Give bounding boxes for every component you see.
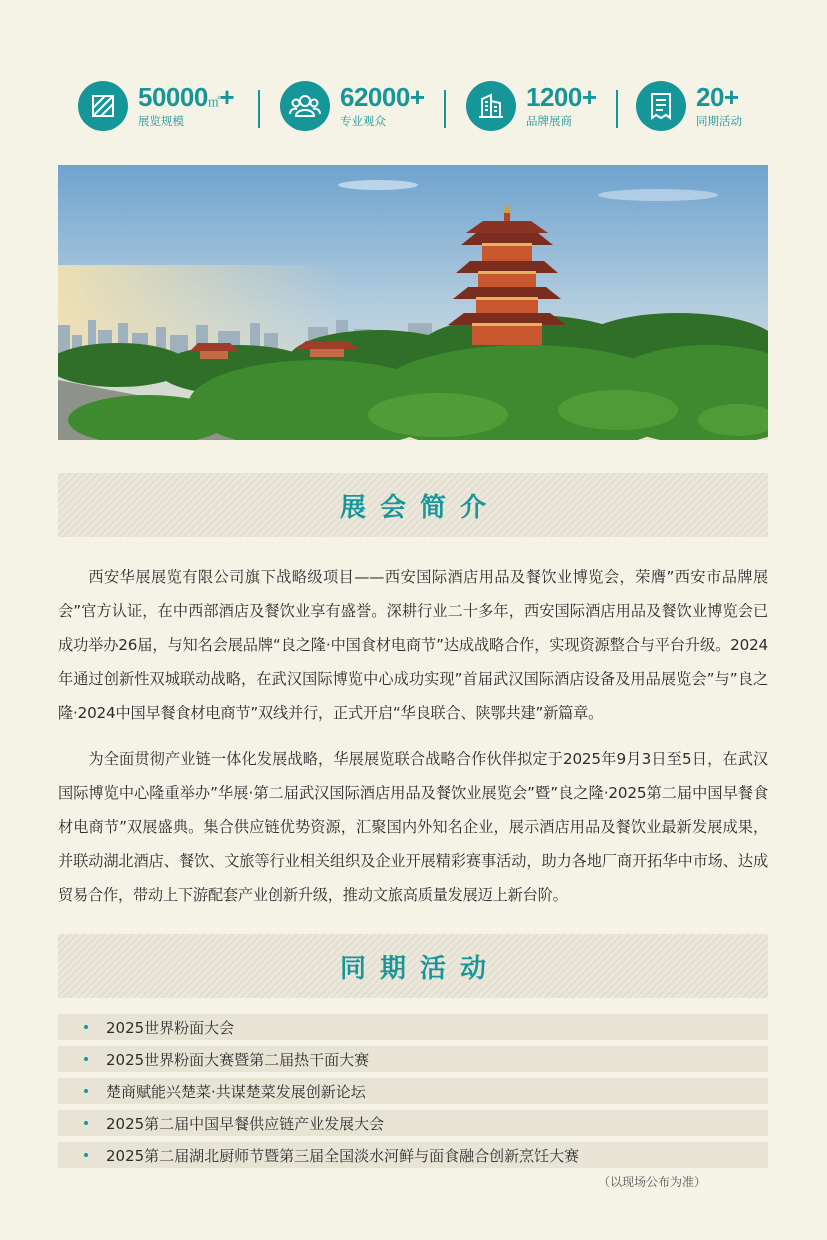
- section-title: 展会简介: [339, 492, 500, 523]
- divider: [444, 90, 446, 128]
- bullet-icon: [84, 1057, 88, 1061]
- document-icon: [636, 81, 686, 131]
- list-item: 2025第二届湖北厨师节暨第三届全国淡水河鲜与面食融合创新烹饪大赛: [58, 1142, 768, 1168]
- hero-photo: [58, 165, 768, 440]
- stats-bar: [78, 80, 758, 134]
- stat-number: 1200+: [526, 82, 597, 112]
- list-item: 2025世界粉面大会: [58, 1014, 768, 1040]
- bullet-icon: [84, 1121, 88, 1125]
- intro-heading-bar: [58, 473, 768, 537]
- list-item: 楚商赋能兴楚菜·共谋楚菜发展创新论坛: [58, 1078, 768, 1104]
- area-icon: [78, 81, 128, 131]
- section-title: 同期活动: [339, 953, 500, 984]
- bullet-icon: [84, 1089, 88, 1093]
- list-item: 2025世界粉面大赛暨第二届热干面大赛: [58, 1046, 768, 1072]
- building-icon: [466, 81, 516, 131]
- stat-label: 同期活动: [696, 114, 742, 128]
- intro-paragraph: 西安华展展览有限公司旗下战略级项目——西安国际酒店用品及餐饮业博览会，荣膺”西安市品牌展会”官方认证，在中西部酒店及餐饮业享有盛誉。深耕行业二十多年，西安国际酒店用品及餐饮业博览会已成功举办26届，与知名会展品牌“良之隆·中国食材电商节”达成战略合作，实现资源整合与平台升级。2024年通过创新性双城联动战略，在武汉国际博览中心成功实现”首届武汉国际酒店设备及用品展览会”与”良之隆·2024中国早餐食材电商节”双线并行，正式开启“华良联合、陕鄂共建”新篇章。: [58, 568, 768, 722]
- list-item: 2025第二届中国早餐供应链产业发展大会: [58, 1110, 768, 1136]
- stat-number: 50000㎡+: [138, 82, 235, 112]
- stat-label: 展览规模: [138, 114, 184, 128]
- stat-number: 20+: [696, 82, 739, 112]
- activities-heading-bar: [58, 934, 768, 998]
- intro-paragraph: 为全面贯彻产业链一体化发展战略，华展展览联合战略合作伙伴拟定于2025年9月3日至5日，在武汉国际博览中心隆重举办”华展·第二届武汉国际酒店用品及餐饮业展览会”暨”良之隆·2025第二届中国早餐食材电商节”双展盛典。集合供应链优势资源，汇聚国内外知名企业，展示酒店用品及餐饮业最新发展成果，并联动湖北酒店、餐饮、文旅等行业相关组织及企业开展精彩赛事活动，助力各地厂商开拓华中市场、达成贸易合作，带动上下游配套产业创新升级，推动文旅高质量发展迈上新台阶。: [58, 750, 768, 904]
- bullet-icon: [84, 1153, 88, 1157]
- divider: [258, 90, 260, 128]
- bullet-icon: [84, 1025, 88, 1029]
- activities-list: [58, 1014, 768, 1174]
- audience-icon: [280, 81, 330, 131]
- stat-label: 专业观众: [340, 114, 386, 128]
- stat-label: 品牌展商: [526, 114, 572, 128]
- footnote: （以现场公布为准）: [598, 1175, 707, 1189]
- intro-text: [58, 560, 768, 924]
- divider: [616, 90, 618, 128]
- stat-number: 62000+: [340, 82, 425, 112]
